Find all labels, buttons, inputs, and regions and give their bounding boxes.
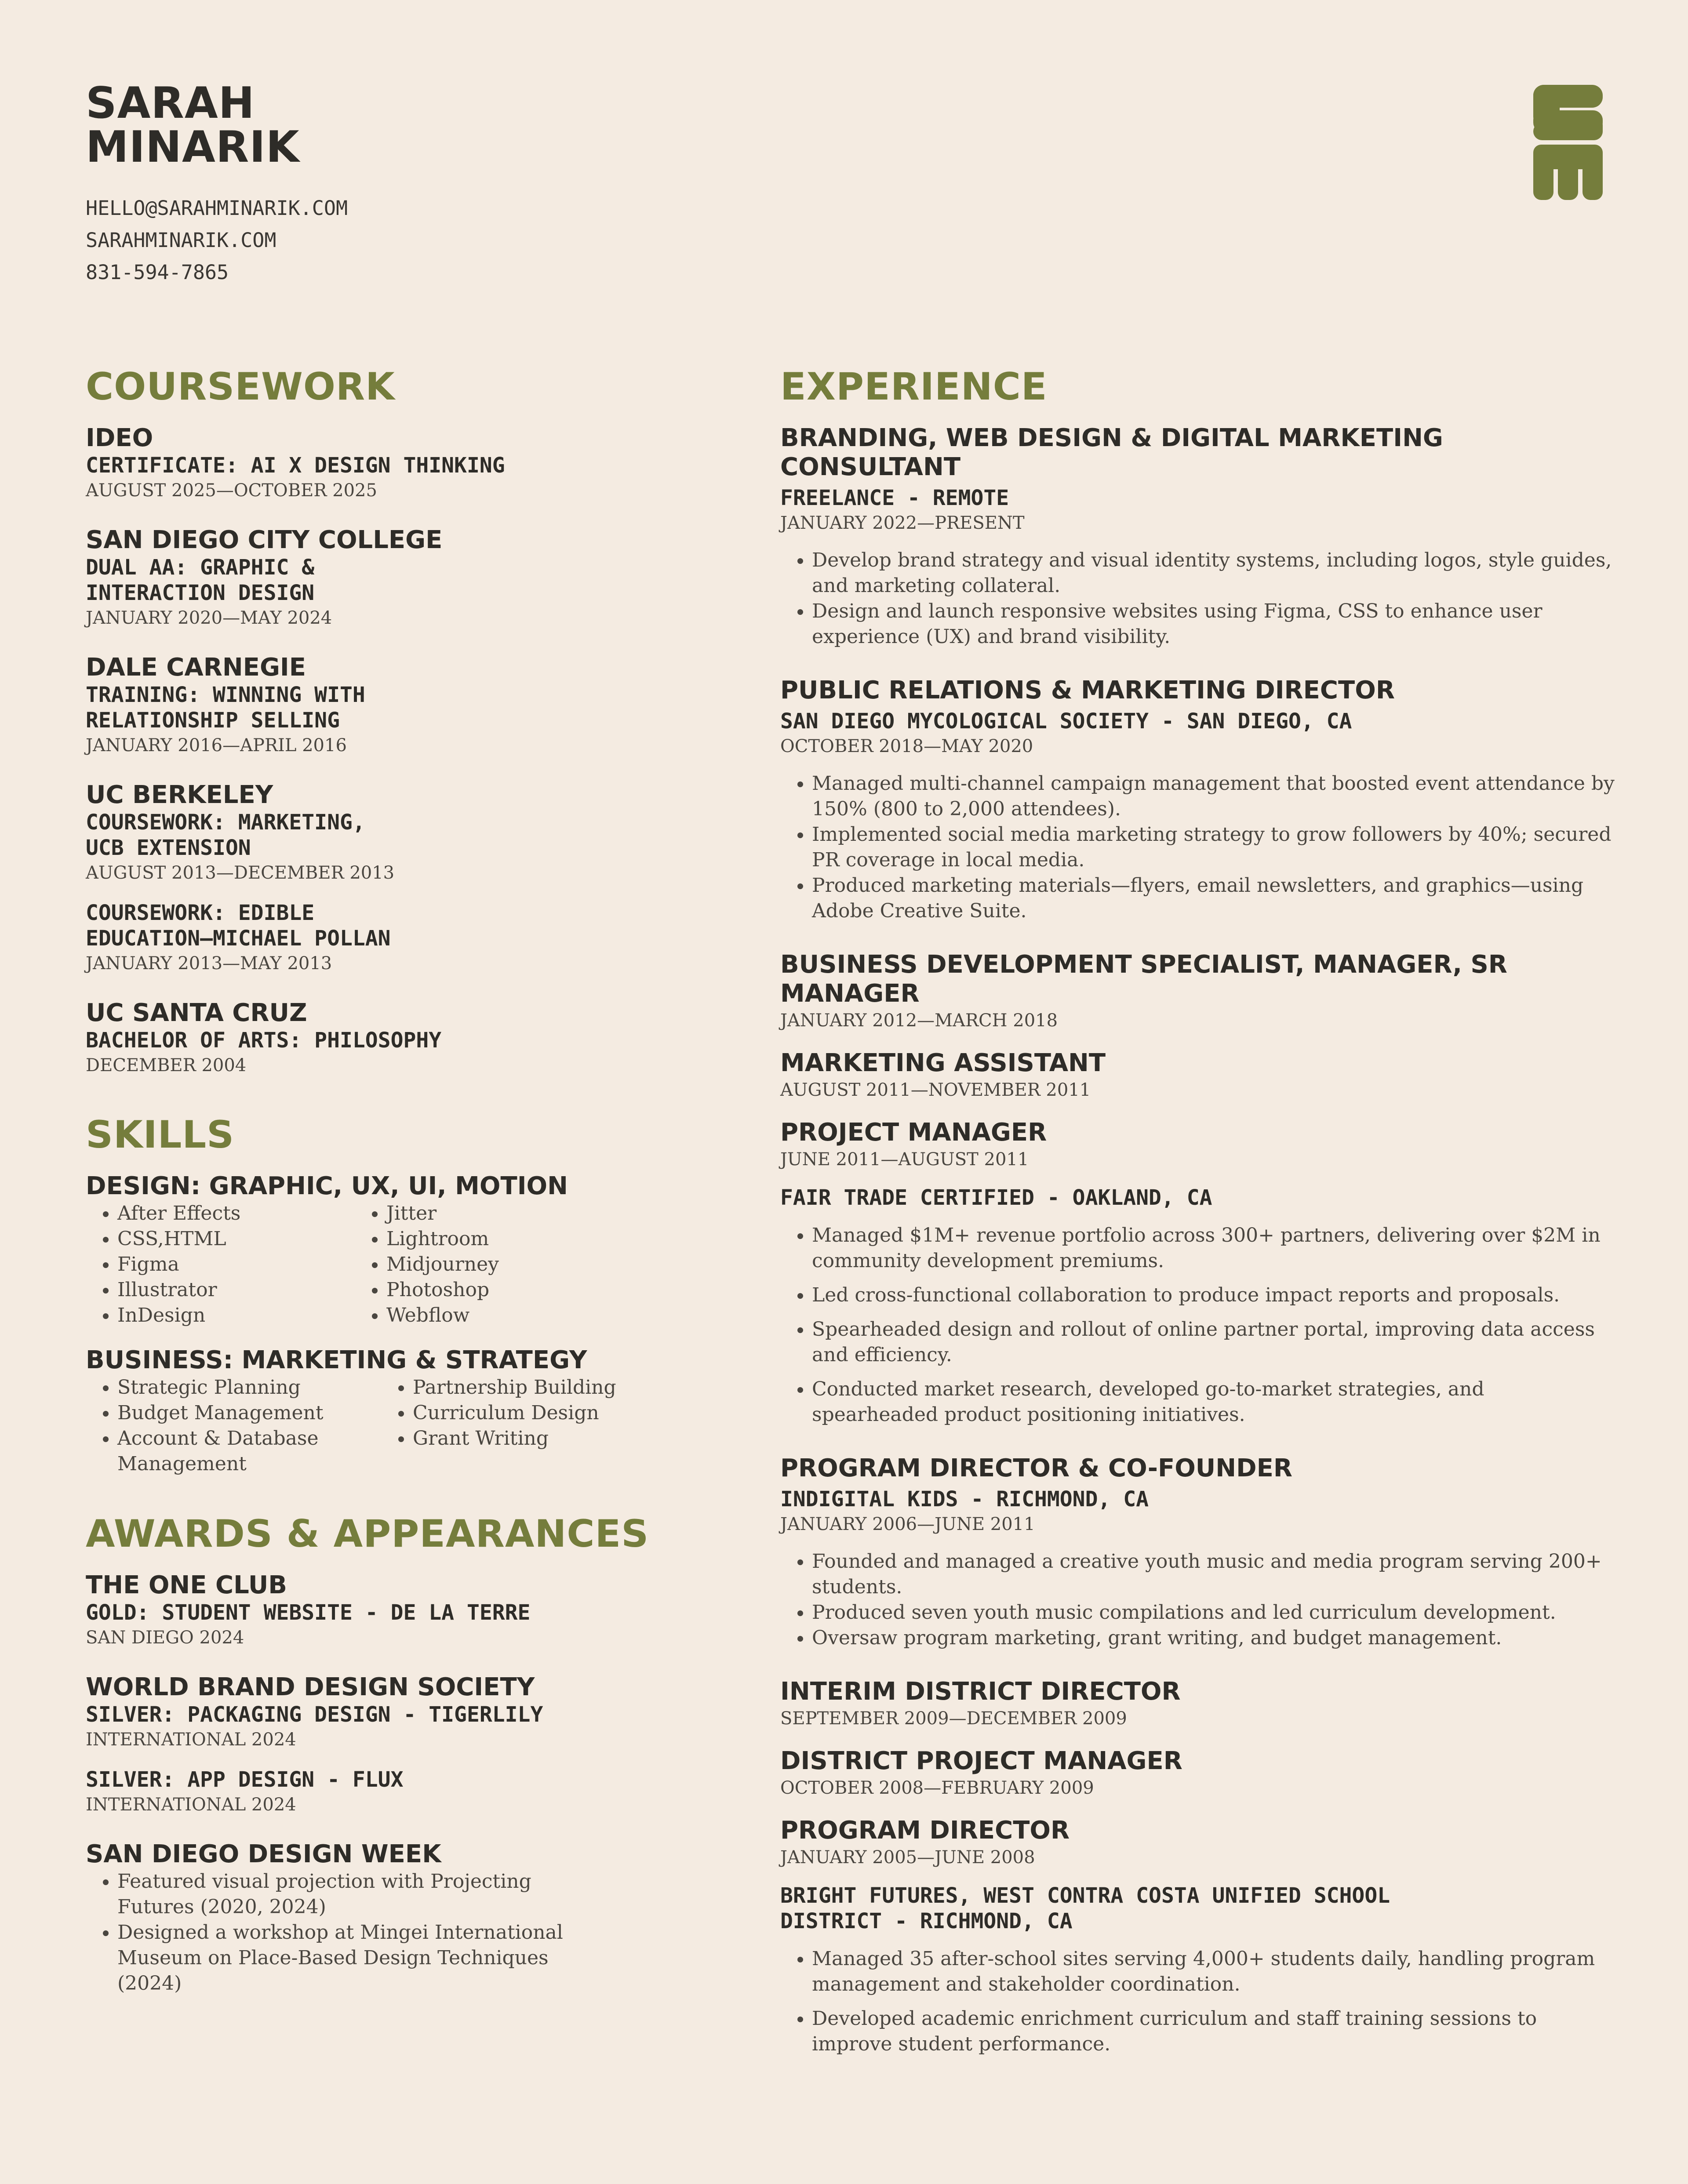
job-bullets [780, 1223, 1615, 1428]
job-bullets [780, 1549, 1615, 1651]
job-bullets [780, 771, 1615, 924]
job-bullets [780, 548, 1615, 650]
contact-website[interactable]: SARAHMINARIK.COM [86, 229, 276, 252]
coursework-org: UC SANTA CRUZ [86, 999, 307, 1027]
coursework-credential: TRAINING: WINNING WITH RELATIONSHIP SELLING [86, 683, 365, 733]
skills-business [86, 1346, 723, 1477]
job-date: JUNE 2011—AUGUST 2011 [780, 1149, 1029, 1170]
job-org: INDIGITAL KIDS - RICHMOND, CA [780, 1487, 1149, 1512]
coursework-date: AUGUST 2025—OCTOBER 2025 [86, 480, 377, 501]
coursework-entry [86, 424, 723, 503]
job-date: OCTOBER 2008—FEBRUARY 2009 [780, 1778, 1094, 1798]
job-bullet: • Oversaw program marketing, grant writing, and budget management. [812, 1625, 1615, 1651]
award-bullet: • Featured visual projection with Projecting Futures (2020, 2024) [117, 1869, 610, 1920]
coursework-date: JANUARY 2013—MAY 2013 [86, 953, 332, 974]
skill-item: • InDesign [117, 1303, 355, 1328]
left-column [86, 365, 723, 2019]
skill-item: • Figma [117, 1252, 355, 1277]
award-date: INTERNATIONAL 2024 [86, 1795, 296, 1815]
job-org: FAIR TRADE CERTIFIED - OAKLAND, CA [780, 1185, 1212, 1210]
award-org: WORLD BRAND DESIGN SOCIETY [86, 1673, 535, 1701]
job-bullet: • Led cross-functional collaboration to produce impact reports and proposals. [812, 1283, 1615, 1308]
job-date: JANUARY 2022—PRESENT [780, 513, 1025, 533]
job-role: MARKETING ASSISTANT [780, 1049, 1106, 1077]
award-title: SILVER: APP DESIGN - FLUX [86, 1767, 404, 1792]
skill-item: • Midjourney [386, 1252, 650, 1277]
job-role-block [780, 1118, 1615, 1172]
coursework-date: AUGUST 2013—DECEMBER 2013 [86, 863, 395, 883]
job-role: PROGRAM DIRECTOR [780, 1816, 1070, 1845]
coursework-credential: COURSEWORK: MARKETING, UCB EXTENSION [86, 810, 365, 860]
skills-list [86, 1201, 355, 1328]
coursework-org: IDEO [86, 424, 153, 452]
job-entry [780, 1677, 1615, 2057]
job-bullet: • Founded and managed a creative youth music and media program serving 200+ students. [812, 1549, 1615, 1600]
job-role: DISTRICT PROJECT MANAGER [780, 1747, 1182, 1775]
resume-header [86, 78, 348, 288]
job-bullet: • Implemented social media marketing strategy to grow followers by 40%; secured PR coverage in local media. [812, 822, 1615, 873]
skills-business-grid [86, 1375, 723, 1477]
skill-item: • Lightroom [386, 1226, 650, 1252]
skill-item: • Account & Database Management [117, 1426, 381, 1477]
job-bullets [780, 1946, 1615, 2057]
name-last: MINARIK [86, 122, 300, 172]
skills-design-grid [86, 1201, 723, 1328]
job-date: AUGUST 2011—NOVEMBER 2011 [780, 1080, 1091, 1100]
job-role-block [780, 1816, 1615, 1870]
award-bullet: • Designed a workshop at Mingei International Museum on Place-Based Design Techniques (2024) [117, 1920, 610, 1996]
skills-title: SKILLS [86, 1113, 235, 1157]
skills-list [355, 1201, 650, 1328]
contact-email[interactable]: HELLO@SARAHMINARIK.COM [86, 196, 348, 220]
job-bullet: • Develop brand strategy and visual identity systems, including logos, style guides, and marketing collateral. [812, 548, 1615, 599]
award-entry [86, 1571, 723, 1650]
skill-item: • Webflow [386, 1303, 650, 1328]
experience-title: EXPERIENCE [780, 365, 1048, 409]
coursework-org: UC BERKELEY [86, 781, 273, 809]
contact-phone: 831-594-7865 [86, 261, 229, 284]
coursework-credential: BACHELOR OF ARTS: PHILOSOPHY [86, 1028, 442, 1053]
job-date: JANUARY 2005—JUNE 2008 [780, 1847, 1035, 1868]
award-date: INTERNATIONAL 2024 [86, 1730, 296, 1750]
job-role-block [780, 1049, 1615, 1102]
job-bullet: • Produced seven youth music compilations and led curriculum development. [812, 1600, 1615, 1625]
coursework-title: COURSEWORK [86, 365, 395, 409]
coursework-credential: DUAL AA: GRAPHIC & INTERACTION DESIGN [86, 555, 315, 605]
skills-list [381, 1375, 677, 1477]
skills-list [86, 1375, 381, 1477]
job-bullet: • Design and launch responsive websites using Figma, CSS to enhance user experience (UX) and brand visibility. [812, 599, 1615, 650]
skill-item: • Strategic Planning [117, 1375, 381, 1400]
award-bullets [86, 1869, 610, 1996]
job-bullet: • Conducted market research, developed go-to-market strategies, and spearheaded product positioning initiatives. [812, 1377, 1615, 1428]
skill-item: • Partnership Building [413, 1375, 677, 1400]
job-role: PROGRAM DIRECTOR & CO-FOUNDER [780, 1454, 1293, 1483]
job-bullet: • Managed multi-channel campaign management that boosted event attendance by 150% (800 to 2,000 attendees). [812, 771, 1615, 822]
skill-item: • Curriculum Design [413, 1400, 677, 1426]
coursework-entry [86, 781, 723, 976]
job-bullet: • Developed academic enrichment curriculum and staff training sessions to improve student performance. [812, 2006, 1615, 2057]
skill-item: • Illustrator [117, 1277, 355, 1303]
job-entry [780, 1454, 1615, 1651]
job-org: BRIGHT FUTURES, WEST CONTRA COSTA UNIFIED SCHOOL DISTRICT - RICHMOND, CA [780, 1883, 1390, 1933]
coursework-entry [86, 653, 723, 758]
award-title: SILVER: PACKAGING DESIGN - TIGERLILY [86, 1702, 543, 1727]
award-date: SAN DIEGO 2024 [86, 1628, 244, 1648]
skill-item: • After Effects [117, 1201, 355, 1226]
coursework-date: DECEMBER 2004 [86, 1055, 247, 1076]
job-date: OCTOBER 2018—MAY 2020 [780, 736, 1033, 756]
skill-item: • Photoshop [386, 1277, 650, 1303]
job-entry [780, 424, 1615, 650]
skills-design [86, 1172, 723, 1328]
job-bullet: • Managed 35 after-school sites serving 4,000+ students daily, handling program management and stakeholder coordination. [812, 1946, 1615, 1997]
coursework-credential: COURSEWORK: EDIBLE EDUCATION—MICHAEL POLLAN [86, 901, 391, 951]
job-org: FREELANCE - REMOTE [780, 486, 1009, 510]
skill-item: • Budget Management [117, 1400, 381, 1426]
awards-title: AWARDS & APPEARANCES [86, 1512, 649, 1556]
job-org: SAN DIEGO MYCOLOGICAL SOCIETY - SAN DIEGO, CA [780, 709, 1352, 734]
coursework-entry [86, 526, 723, 630]
name-first: SARAH [86, 78, 255, 128]
coursework-org: DALE CARNEGIE [86, 653, 306, 682]
award-org: THE ONE CLUB [86, 1571, 287, 1599]
coursework-credential: CERTIFICATE: AI X DESIGN THINKING [86, 453, 505, 478]
job-entry [780, 676, 1615, 924]
award-org: SAN DIEGO DESIGN WEEK [86, 1840, 441, 1868]
job-role: PROJECT MANAGER [780, 1118, 1047, 1147]
job-bullet: • Spearheaded design and rollout of online partner portal, improving data access and efficiency. [812, 1317, 1615, 1368]
job-bullet: • Managed $1M+ revenue portfolio across 300+ partners, delivering over $2M in community development premiums. [812, 1223, 1615, 1274]
coursework-entry [86, 999, 723, 1078]
job-role: BUSINESS DEVELOPMENT SPECIALIST, MANAGER, SR MANAGER [780, 950, 1507, 1008]
job-role: BRANDING, WEB DESIGN & DIGITAL MARKETING CONSULTANT [780, 424, 1443, 481]
sm-monogram-logo-icon [1533, 85, 1603, 200]
right-column [780, 365, 1615, 2083]
job-role-block [780, 950, 1615, 1033]
job-role: PUBLIC RELATIONS & MARKETING DIRECTOR [780, 676, 1395, 705]
job-role-block [780, 1677, 1615, 1731]
job-role: INTERIM DISTRICT DIRECTOR [780, 1677, 1181, 1706]
skills-business-heading: BUSINESS: MARKETING & STRATEGY [86, 1346, 587, 1374]
job-date: JANUARY 2006—JUNE 2011 [780, 1514, 1035, 1534]
award-entry [86, 1673, 723, 1817]
award-entry [86, 1840, 723, 1996]
coursework-date: JANUARY 2020—MAY 2024 [86, 608, 332, 628]
skill-item: • Jitter [386, 1201, 650, 1226]
skill-item: • CSS,HTML [117, 1226, 355, 1252]
award-title: GOLD: STUDENT WEBSITE - DE LA TERRE [86, 1600, 531, 1625]
job-bullet: • Produced marketing materials—flyers, email newsletters, and graphics—using Adobe Creative Suite. [812, 873, 1615, 924]
skills-design-heading: DESIGN: GRAPHIC, UX, UI, MOTION [86, 1172, 568, 1200]
job-role-block [780, 1747, 1615, 1800]
job-entry [780, 950, 1615, 1428]
coursework-date: JANUARY 2016—APRIL 2016 [86, 735, 347, 756]
job-date: JANUARY 2012—MARCH 2018 [780, 1010, 1058, 1031]
skill-item: • Grant Writing [413, 1426, 677, 1451]
coursework-org: SAN DIEGO CITY COLLEGE [86, 526, 443, 554]
contact-block [86, 192, 348, 288]
job-date: SEPTEMBER 2009—DECEMBER 2009 [780, 1708, 1127, 1729]
